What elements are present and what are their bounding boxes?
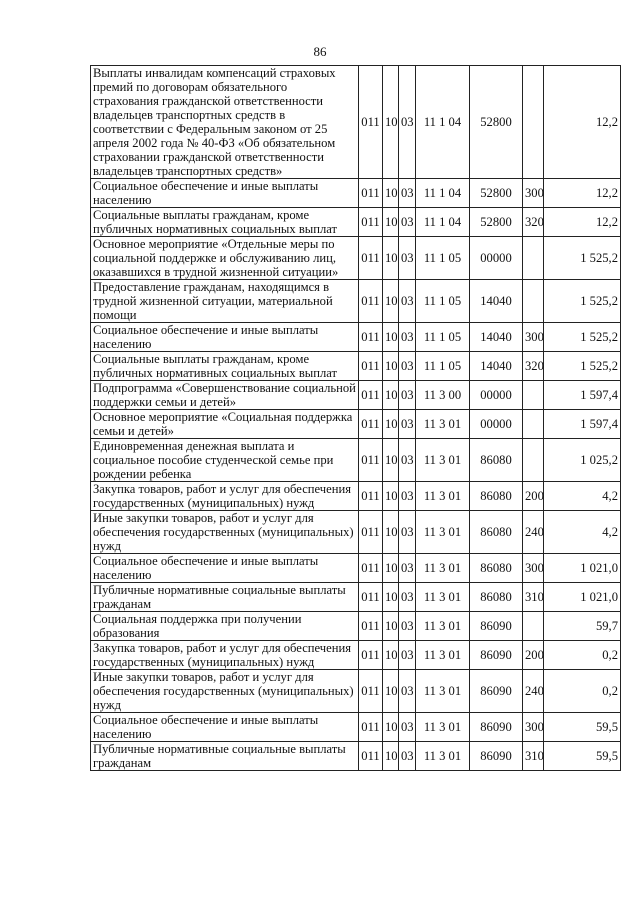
grbs-code-cell: 011: [359, 237, 383, 280]
target-article-direction-cell: 86080: [470, 583, 523, 612]
amount-cell: 12,2: [544, 179, 621, 208]
grbs-code-cell: 011: [359, 554, 383, 583]
row-name-cell: Социальное обеспечение и иные выплаты населению: [91, 713, 359, 742]
section-code-cell: 10: [383, 554, 399, 583]
table-row: [91, 323, 621, 352]
row-name-cell: Иные закупки товаров, работ и услуг для обеспечения государственных (муниципальных) нужд: [91, 670, 359, 713]
grbs-code-cell: 011: [359, 179, 383, 208]
row-name-cell: Публичные нормативные социальные выплаты гражданам: [91, 583, 359, 612]
row-name-cell: Публичные нормативные социальные выплаты гражданам: [91, 742, 359, 771]
target-article-direction-cell: 00000: [470, 237, 523, 280]
target-article-program-cell: 11 1 05: [416, 237, 470, 280]
expense-type-cell: [523, 66, 544, 179]
target-article-direction-cell: 86090: [470, 670, 523, 713]
target-article-program-cell: 11 1 05: [416, 352, 470, 381]
section-code-cell: 10: [383, 482, 399, 511]
section-code-cell: 10: [383, 352, 399, 381]
subsection-code-cell: 03: [399, 482, 416, 511]
subsection-code-cell: 03: [399, 352, 416, 381]
amount-cell: 1 021,0: [544, 583, 621, 612]
section-code-cell: 10: [383, 612, 399, 641]
expense-type-cell: 200: [523, 641, 544, 670]
subsection-code-cell: 03: [399, 670, 416, 713]
table-row: [91, 670, 621, 713]
table-body: [91, 66, 621, 771]
table-row: [91, 713, 621, 742]
amount-cell: 12,2: [544, 208, 621, 237]
target-article-direction-cell: 86080: [470, 511, 523, 554]
subsection-code-cell: 03: [399, 511, 416, 554]
target-article-direction-cell: 52800: [470, 208, 523, 237]
target-article-program-cell: 11 1 05: [416, 280, 470, 323]
row-name-cell: Закупка товаров, работ и услуг для обеспечения государственных (муниципальных) нужд: [91, 641, 359, 670]
grbs-code-cell: 011: [359, 612, 383, 641]
target-article-program-cell: 11 3 00: [416, 381, 470, 410]
subsection-code-cell: 03: [399, 381, 416, 410]
section-code-cell: 10: [383, 742, 399, 771]
grbs-code-cell: 011: [359, 670, 383, 713]
expense-type-cell: [523, 612, 544, 641]
target-article-program-cell: 11 3 01: [416, 742, 470, 771]
subsection-code-cell: 03: [399, 583, 416, 612]
table-row: [91, 237, 621, 280]
subsection-code-cell: 03: [399, 612, 416, 641]
section-code-cell: 10: [383, 713, 399, 742]
target-article-direction-cell: 14040: [470, 280, 523, 323]
amount-cell: 1 525,2: [544, 323, 621, 352]
expense-type-cell: 320: [523, 352, 544, 381]
grbs-code-cell: 011: [359, 641, 383, 670]
grbs-code-cell: 011: [359, 208, 383, 237]
section-code-cell: 10: [383, 66, 399, 179]
row-name-cell: Подпрограмма «Совершенствование социальной поддержки семьи и детей»: [91, 381, 359, 410]
amount-cell: 1 525,2: [544, 352, 621, 381]
amount-cell: 0,2: [544, 641, 621, 670]
grbs-code-cell: 011: [359, 482, 383, 511]
row-name-cell: Закупка товаров, работ и услуг для обеспечения государственных (муниципальных) нужд: [91, 482, 359, 511]
subsection-code-cell: 03: [399, 742, 416, 771]
subsection-code-cell: 03: [399, 641, 416, 670]
section-code-cell: 10: [383, 670, 399, 713]
amount-cell: 1 525,2: [544, 280, 621, 323]
subsection-code-cell: 03: [399, 280, 416, 323]
subsection-code-cell: 03: [399, 323, 416, 352]
row-name-cell: Социальное обеспечение и иные выплаты населению: [91, 323, 359, 352]
grbs-code-cell: 011: [359, 511, 383, 554]
target-article-program-cell: 11 3 01: [416, 583, 470, 612]
target-article-direction-cell: 00000: [470, 410, 523, 439]
table-row: [91, 612, 621, 641]
subsection-code-cell: 03: [399, 237, 416, 280]
grbs-code-cell: 011: [359, 280, 383, 323]
subsection-code-cell: 03: [399, 208, 416, 237]
target-article-program-cell: 11 3 01: [416, 511, 470, 554]
target-article-program-cell: 11 3 01: [416, 641, 470, 670]
target-article-direction-cell: 86090: [470, 742, 523, 771]
expense-type-cell: 300: [523, 179, 544, 208]
table-row: [91, 410, 621, 439]
grbs-code-cell: 011: [359, 352, 383, 381]
amount-cell: 59,5: [544, 742, 621, 771]
table-row: [91, 439, 621, 482]
row-name-cell: Единовременная денежная выплата и социальное пособие студенческой семье при рождении ребенка: [91, 439, 359, 482]
expense-type-cell: 240: [523, 670, 544, 713]
expense-type-cell: 310: [523, 742, 544, 771]
row-name-cell: Выплаты инвалидам компенсаций страховых премий по договорам обязательного страхования гражданской ответственности владельцев транспортных средств в соответствии с Федеральным законом от 25 апреля 2002 года № 40-ФЗ «Об обязательном страховании гражданской ответственности владельцев транспортных средств»: [91, 66, 359, 179]
row-name-cell: Социальные выплаты гражданам, кроме публичных нормативных социальных выплат: [91, 208, 359, 237]
table-row: [91, 208, 621, 237]
row-name-cell: Предоставление гражданам, находящимся в трудной жизненной ситуации, материальной помощи: [91, 280, 359, 323]
section-code-cell: 10: [383, 641, 399, 670]
row-name-cell: Социальное обеспечение и иные выплаты населению: [91, 554, 359, 583]
section-code-cell: 10: [383, 583, 399, 612]
target-article-program-cell: 11 3 01: [416, 713, 470, 742]
page-number: 86: [313, 44, 327, 59]
target-article-program-cell: 11 3 01: [416, 670, 470, 713]
expense-type-cell: 300: [523, 554, 544, 583]
subsection-code-cell: 03: [399, 179, 416, 208]
target-article-direction-cell: 86090: [470, 641, 523, 670]
target-article-direction-cell: 00000: [470, 381, 523, 410]
grbs-code-cell: 011: [359, 410, 383, 439]
target-article-program-cell: 11 1 04: [416, 66, 470, 179]
target-article-direction-cell: 14040: [470, 352, 523, 381]
amount-cell: 59,7: [544, 612, 621, 641]
expense-type-cell: [523, 410, 544, 439]
row-name-cell: Социальные выплаты гражданам, кроме публичных нормативных социальных выплат: [91, 352, 359, 381]
amount-cell: 1 525,2: [544, 237, 621, 280]
target-article-direction-cell: 86080: [470, 554, 523, 583]
target-article-direction-cell: 86080: [470, 482, 523, 511]
budget-table: [90, 65, 621, 771]
target-article-program-cell: 11 3 01: [416, 554, 470, 583]
row-name-cell: Социальная поддержка при получении образования: [91, 612, 359, 641]
target-article-direction-cell: 52800: [470, 66, 523, 179]
section-code-cell: 10: [383, 179, 399, 208]
target-article-program-cell: 11 1 04: [416, 208, 470, 237]
section-code-cell: 10: [383, 280, 399, 323]
target-article-program-cell: 11 3 01: [416, 482, 470, 511]
target-article-direction-cell: 14040: [470, 323, 523, 352]
subsection-code-cell: 03: [399, 66, 416, 179]
amount-cell: 59,5: [544, 713, 621, 742]
section-code-cell: 10: [383, 323, 399, 352]
amount-cell: 4,2: [544, 511, 621, 554]
expense-type-cell: 310: [523, 583, 544, 612]
section-code-cell: 10: [383, 439, 399, 482]
table-row: [91, 280, 621, 323]
table-row: [91, 583, 621, 612]
expense-type-cell: 240: [523, 511, 544, 554]
expense-type-cell: [523, 381, 544, 410]
table-row: [91, 179, 621, 208]
grbs-code-cell: 011: [359, 439, 383, 482]
expense-type-cell: [523, 237, 544, 280]
target-article-program-cell: 11 3 01: [416, 410, 470, 439]
row-name-cell: Основное мероприятие «Отдельные меры по социальной поддержке и обслуживанию лиц, оказавшихся в трудной жизненной ситуации»: [91, 237, 359, 280]
target-article-program-cell: 11 1 04: [416, 179, 470, 208]
amount-cell: 1 597,4: [544, 381, 621, 410]
grbs-code-cell: 011: [359, 323, 383, 352]
section-code-cell: 10: [383, 381, 399, 410]
amount-cell: 1 021,0: [544, 554, 621, 583]
section-code-cell: 10: [383, 511, 399, 554]
grbs-code-cell: 011: [359, 713, 383, 742]
target-article-direction-cell: 86090: [470, 612, 523, 641]
expense-type-cell: 320: [523, 208, 544, 237]
target-article-program-cell: 11 1 05: [416, 323, 470, 352]
subsection-code-cell: 03: [399, 713, 416, 742]
section-code-cell: 10: [383, 237, 399, 280]
grbs-code-cell: 011: [359, 583, 383, 612]
subsection-code-cell: 03: [399, 439, 416, 482]
expense-type-cell: 200: [523, 482, 544, 511]
grbs-code-cell: 011: [359, 66, 383, 179]
target-article-program-cell: 11 3 01: [416, 439, 470, 482]
amount-cell: 1 597,4: [544, 410, 621, 439]
table-row: [91, 381, 621, 410]
amount-cell: 4,2: [544, 482, 621, 511]
expense-type-cell: [523, 439, 544, 482]
amount-cell: 0,2: [544, 670, 621, 713]
target-article-direction-cell: 52800: [470, 179, 523, 208]
subsection-code-cell: 03: [399, 410, 416, 439]
table-row: [91, 742, 621, 771]
table-row: [91, 554, 621, 583]
row-name-cell: Социальное обеспечение и иные выплаты населению: [91, 179, 359, 208]
subsection-code-cell: 03: [399, 554, 416, 583]
grbs-code-cell: 011: [359, 381, 383, 410]
target-article-direction-cell: 86090: [470, 713, 523, 742]
section-code-cell: 10: [383, 410, 399, 439]
table-row: [91, 66, 621, 179]
table-row: [91, 352, 621, 381]
table-row: [91, 511, 621, 554]
target-article-direction-cell: 86080: [470, 439, 523, 482]
grbs-code-cell: 011: [359, 742, 383, 771]
expense-type-cell: 300: [523, 713, 544, 742]
table-row: [91, 641, 621, 670]
row-name-cell: Иные закупки товаров, работ и услуг для обеспечения государственных (муниципальных) нужд: [91, 511, 359, 554]
expense-type-cell: [523, 280, 544, 323]
target-article-program-cell: 11 3 01: [416, 612, 470, 641]
expense-type-cell: 300: [523, 323, 544, 352]
amount-cell: 1 025,2: [544, 439, 621, 482]
section-code-cell: 10: [383, 208, 399, 237]
table-row: [91, 482, 621, 511]
row-name-cell: Основное мероприятие «Социальная поддержка семьи и детей»: [91, 410, 359, 439]
amount-cell: 12,2: [544, 66, 621, 179]
